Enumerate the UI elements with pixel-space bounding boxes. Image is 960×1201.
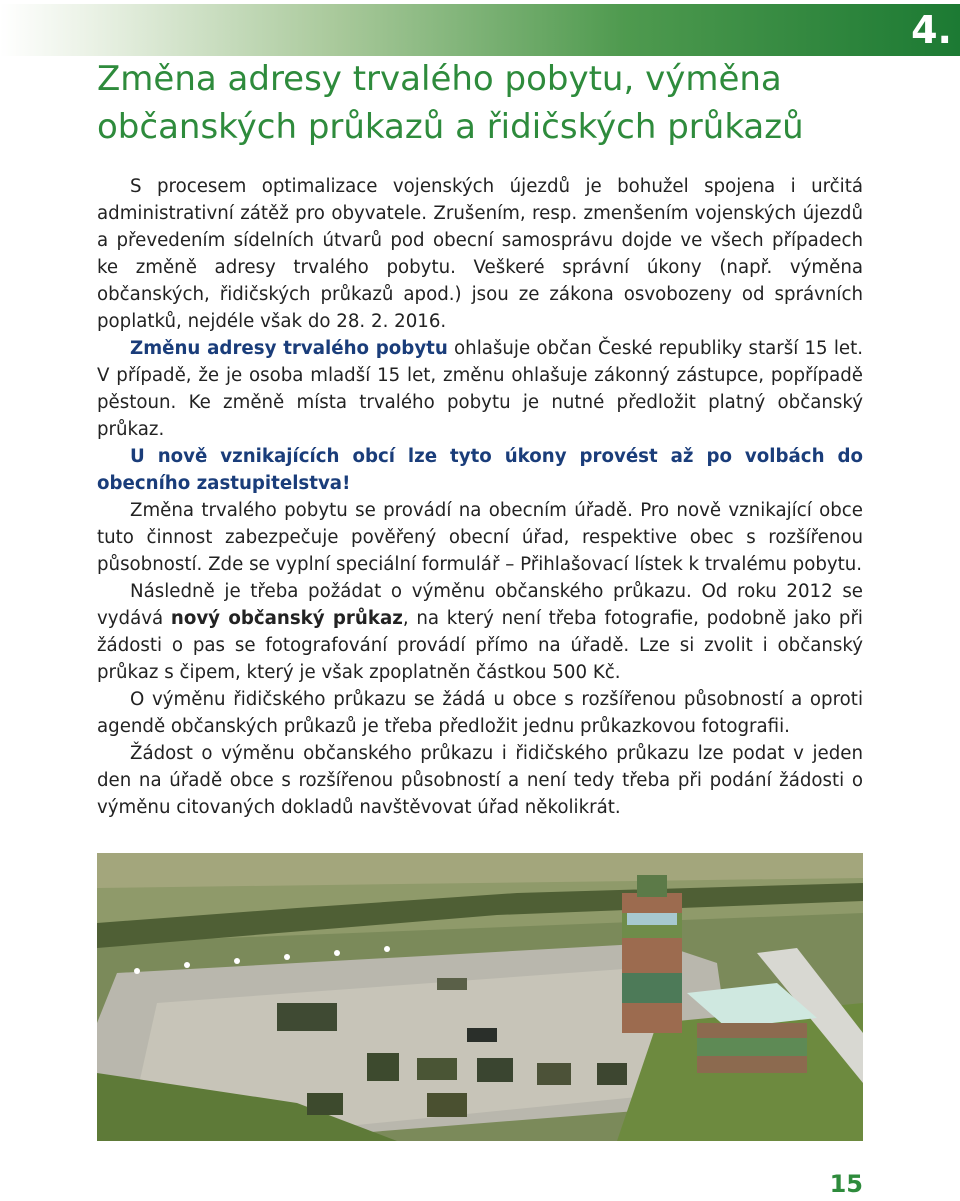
title-line-2: občanských průkazů a řidičských průkazů [97,107,804,147]
page-number: 15 [829,1170,863,1198]
new-id-card-highlight: nový občanský průkaz [170,608,403,629]
paragraph-driving-licence: O výměnu řidičského průkazu se žádá u obce s rozšířenou působností a oproti agendě občanských průkazů je třeba předložit jednu průkazkovou fotografii. [97,689,863,737]
paragraph-municipal-office: Změna trvalého pobytu se provádí na obecním úřadě. Pro nově vznikající obce tuto činnost zabezpečuje pověřený obecní úřad, respektive obec s rozšířenou působností. Zde se vyplní speciální formulář – Přihlašovací lístek k trvalému pobytu. [97,500,863,575]
address-change-heading: Změnu adresy trvalého pobytu [130,338,448,359]
article-body [97,173,863,821]
paragraph-joint-application: Žádost o výměnu občanského průkazu i řidičského průkazu lze podat v jeden den na úřadě obce s rozšířenou působností a není tedy třeba při podání žádosti o výměnu citovaných dokladů navštěvovat úřad několikrát. [97,743,863,818]
military-base-aerial-photo [97,853,863,1141]
chapter-number: 4. [911,8,952,52]
paragraph-new-municipalities-notice: U nově vznikajících obcí lze tyto úkony provést až po volbách do obecního zastupitelstva! [97,446,863,494]
paragraph-id-card [97,578,863,686]
address-change-text: ohlašuje občan České republiky starší 15 let. V případě, že je osoba mladší 15 let, změnu ohlašuje zákonný zástupce, popřípadě pěstoun. Ke změně místa trvalého pobytu je nutné předložit platný občanský průkaz. [97,338,863,440]
paragraph-address-change [97,335,863,443]
id-card-text-b: , na který není třeba fotografie, podobně jako při žádosti o pas se fotografování provádí přímo na úřadě. Lze si zvolit i občanský průkaz s čipem, který je však zpoplatněn částkou 500 Kč. [97,608,863,683]
page-title [97,55,857,151]
chapter-header-bar [0,4,960,56]
paragraph-intro: S procesem optimalizace vojenských újezdů je bohužel spojena i určitá administrativní zátěž pro obyvatele. Zrušením, resp. zmenšením vojenských újezdů a převedením sídelních útvarů pod obecní samosprávu dojde ve všech případech ke změně adresy trvalého pobytu. Veškeré správní úkony (např. výměna občanských, řidičských průkazů apod.) jsou ze zákona osvobozeny od správních poplatků, nejdéle však do 28. 2. 2016. [97,176,863,332]
title-line-1: Změna adresy trvalého pobytu, výměna [97,59,782,99]
id-card-text-a: Následně je třeba požádat o výměnu občanského průkazu. Od roku 2012 se vydává [97,581,863,629]
